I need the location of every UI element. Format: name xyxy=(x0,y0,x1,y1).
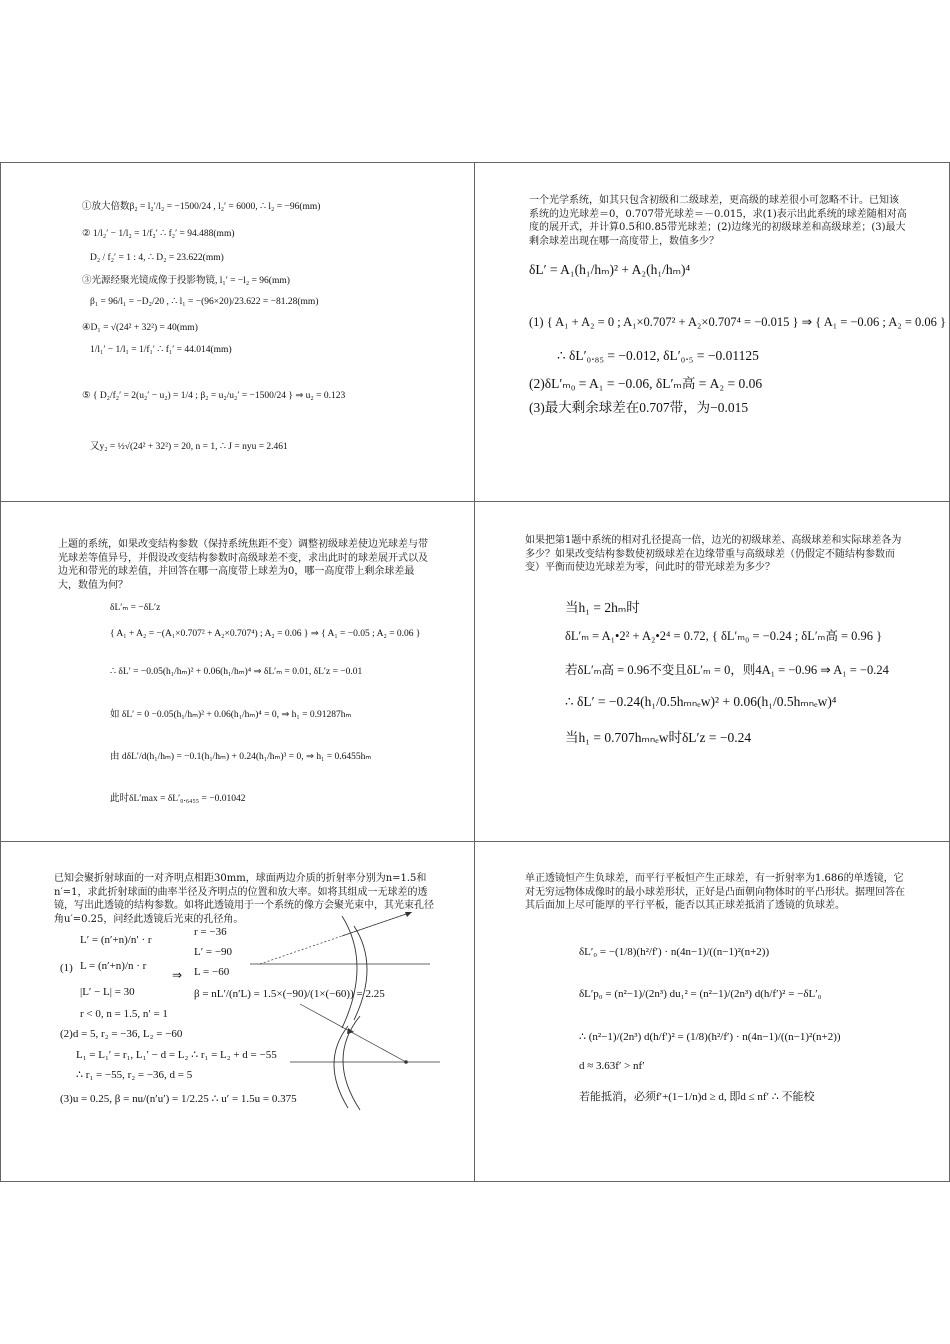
s1-line-1: ①放大倍数β₂ = l₂′/l₂ = −1500/24 , l₂′ = 6000, ∴ l₂ = −96(mm) xyxy=(82,202,321,212)
s1-line-8: ⑤ { D₂/f₂′ = 2(u₂′ − u₂) = 1/4 ; β₂ = u₂/u₂′ = −1500/24 } ⇒ u₂ = 0.123 xyxy=(82,391,346,401)
s5-line-2: L = (n′+n)/n · r xyxy=(80,960,147,972)
s2-line-3: ∴ δL′₀.₈₅ = −0.012, δL′₀.₅ = −0.01125 xyxy=(557,348,759,363)
s3-line-2: { A₁ + A₂ = −(A₁×0.707² + A₂×0.707⁴) ; A₂ = 0.06 } ⇒ { A₁ = −0.05 ; A₂ = 0.06 } xyxy=(110,629,421,639)
slide-3 xyxy=(0,502,474,841)
s5-line-8: β = nL′/(n′L) = 1.5×(−90)/(1×(−60)) = 2.25 xyxy=(194,988,385,1000)
s4-line-3: 若δL′ₘ高 = 0.96不变且δL′ₘ = 0，则4A₁ = −0.96 ⇒ A₁ = −0.24 xyxy=(565,663,889,677)
s2-line-2: (1) { A₁ + A₂ = 0 ; A₁×0.707² + A₂×0.707⁴ = −0.015 } ⇒ { A₁ = −0.06 ; A₂ = 0.06 } xyxy=(529,315,947,329)
s1-line-5: β₁ = 96/l₁ = −D₂/20 , ∴ l₁ = −(96×20)/23.622 = −81.28(mm) xyxy=(90,297,319,307)
s5-line-9: (2)d = 5, r₂ = −36, L₂ = −60 xyxy=(60,1028,183,1040)
s4-problem-text: 如果把第1题中系统的相对孔径提高一倍，边光的初级球差、高级球差和实际球差各为多少？如果改变结构参数使初级球差在边缘带重与高级球差（仍假定不随结构参数而变）平衡而使边光球差为零，问此时的带光球差为多少？ xyxy=(525,535,902,573)
s5-line-10: L₁ = L₁′ = r₁, L₁′ − d = L₂ ∴ r₁ = L₂ + d = −55 xyxy=(76,1049,277,1061)
slide-grid xyxy=(0,162,950,1182)
s1-line-3: D₂ / f₂′ = 1 : 4, ∴ D₂ = 23.622(mm) xyxy=(90,253,224,263)
s6-line-2: δL′p₀ = (n²−1)/(2n³) du₁² = (n²−1)/(2n³) d(h/f′)² = −δL′₀ xyxy=(579,988,822,1000)
s3-line-5: 由 dδL′/d(h₁/hₘ) = −0.1(h₁/hₘ) + 0.24(h₁/hₘ)³ = 0, ⇒ h₁ = 0.6455hₘ xyxy=(110,752,372,762)
s4-line-5: 当h₁ = 0.707hₘₙₑw时δL′z = −0.24 xyxy=(565,730,752,745)
s5-line-1: L′ = (n′+n)/n′ · r xyxy=(80,934,152,946)
s1-line-6: ④D₁ = √(24² + 32²) = 40(mm) xyxy=(82,323,198,333)
s6-line-5: 若能抵消，必须f′+(1−1/n)d ≥ d, 即d ≤ nf′ ∴ 不能校 xyxy=(579,1091,815,1103)
s5-line-12: (3)u = 0.25, β = nu/(n′u′) = 1/2.25 ∴ u′ = 1.5u = 0.375 xyxy=(60,1093,297,1105)
s4-line-1: 当h₁ = 2hₘ时 xyxy=(565,600,640,615)
s5-line-5: r = −36 xyxy=(194,926,227,938)
s5-line-7: L = −60 xyxy=(194,966,230,978)
slide-6 xyxy=(475,842,949,1180)
lens-diagram xyxy=(230,912,440,1112)
s6-line-3: ∴ (n²−1)/(2n³) d(h/f′)² = (1/8)(h²/f′) · n(4n−1)/((n−1)²(n+2)) xyxy=(579,1031,841,1043)
s1-line-2: ② 1/l₂′ − 1/l₂ = 1/f₂′ ∴ f₂′ = 94.488(mm) xyxy=(82,229,235,239)
s5-problem-text: 已知会聚折射球面的一对齐明点相距30mm，球面两边介质的折射率分别为n=1.5和n′=1，求此折射球面的曲率半径及齐明点的位置和放大率。如将其组成一无球差的透镜，写出此透镜的结构参数。如将此透镜用于一个系统的像方会聚光束中，其光束孔径角u′=0.25，问经此透镜后光束的孔径角。 xyxy=(54,873,434,925)
s2-line-4: (2)δL′ₘ₀ = A₁ = −0.06, δL′ₘ高 = A₂ = 0.06 xyxy=(529,376,763,391)
s5-line-4: r < 0, n = 1.5, n′ = 1 xyxy=(80,1008,168,1020)
s1-line-4: ③光源经聚光镜成像于投影物镜, l₁′ = −l₂ = 96(mm) xyxy=(82,276,290,286)
s4-line-2: δL′ₘ = A₁•2² + A₂•2⁴ = 0.72, { δL′ₘ₀ = −0.24 ; δL′ₘ高 = 0.96 } xyxy=(565,629,883,643)
s3-line-6: 此时δL′max = δL′₀.₆₄₅₅ = −0.01042 xyxy=(110,794,246,804)
s1-line-9: 又y₂ = ½√(24² + 32²) = 20, n = 1, ∴ J = nyu = 2.461 xyxy=(90,442,288,452)
s2-problem-text: 一个光学系统，如其只包含初级和二级球差，更高级的球差很小可忽略不计。已知该系统的边光球差＝0，0.707带光球差＝－0.015，求(1)表示出此系统的球差随相对高度的展开式，并计算0.5和0.85带光球差；(2)边缘光的初级球差和高级球差；(3)最大剩余球差出现在哪一高度带上，数值多少？ xyxy=(529,195,907,247)
slide-2 xyxy=(475,162,949,501)
slide-5 xyxy=(0,842,474,1180)
s3-line-3: ∴ δL′ = −0.05(h₁/hₘ)² + 0.06(h₁/hₘ)⁴ ⇒ δL′ₘ = 0.01, δL′z = −0.01 xyxy=(110,667,363,677)
s3-line-4: 如 δL′ = 0 −0.05(h₁/hₘ)² + 0.06(h₁/hₘ)⁴ = 0, ⇒ h₁ = 0.91287hₘ xyxy=(110,710,352,720)
s6-line-4: d ≈ 3.63f′ > nf′ xyxy=(579,1060,645,1072)
slide-1 xyxy=(0,162,474,501)
s4-line-4: ∴ δL′ = −0.24(h₁/0.5hₘₙₑw)² + 0.06(h₁/0.5hₘₙₑw)⁴ xyxy=(565,694,837,709)
slide-4 xyxy=(475,502,949,841)
s5-line-3: |L′ − L| = 30 xyxy=(80,986,135,998)
s2-line-1: δL′ = A₁(h₁/hₘ)² + A₂(h₁/hₘ)⁴ xyxy=(529,262,691,277)
s5-implies: ⇒ xyxy=(172,968,183,982)
s5-part1-label: (1) xyxy=(60,962,73,974)
s2-line-5: (3)最大剩余球差在0.707带，为−0.015 xyxy=(529,400,749,415)
s5-line-6: L′ = −90 xyxy=(194,946,233,958)
s3-line-1: δL′ₘ = −δL′z xyxy=(110,603,161,613)
s6-line-1: δL′₀ = −(1/8)(h²/f′) · n(4n−1)/((n−1)²(n+2)) xyxy=(579,946,770,958)
s3-problem-text: 上题的系统，如果改变结构参数（保持系统焦距不变）调整初级球差使边光球差与带光球差等值异号，并假设改变结构参数时高级球差不变，求出此时的球差展开式以及边光和带光的球差值，并回答在哪一高度带上球差为0，哪一高度带上剩余球差最大，数值为何？ xyxy=(58,539,428,591)
s1-line-7: 1/l₁′ − 1/l₁ = 1/f₁′ ∴ f₁′ = 44.014(mm) xyxy=(90,345,232,355)
s5-line-11: ∴ r₁ = −55, r₂ = −36, d = 5 xyxy=(76,1069,193,1081)
s6-problem-text: 单正透镜恒产生负球差，而平行平板恒产生正球差，有一折射率为1.686的单透镜，它对无穷远物体成像时的最小球差形状，正好是凸面朝向物体时的平凸形状。据理回答在其后面加上尽可能厚的平行平板，能否以其正球差抵消了透镜的负球差。 xyxy=(525,873,905,911)
